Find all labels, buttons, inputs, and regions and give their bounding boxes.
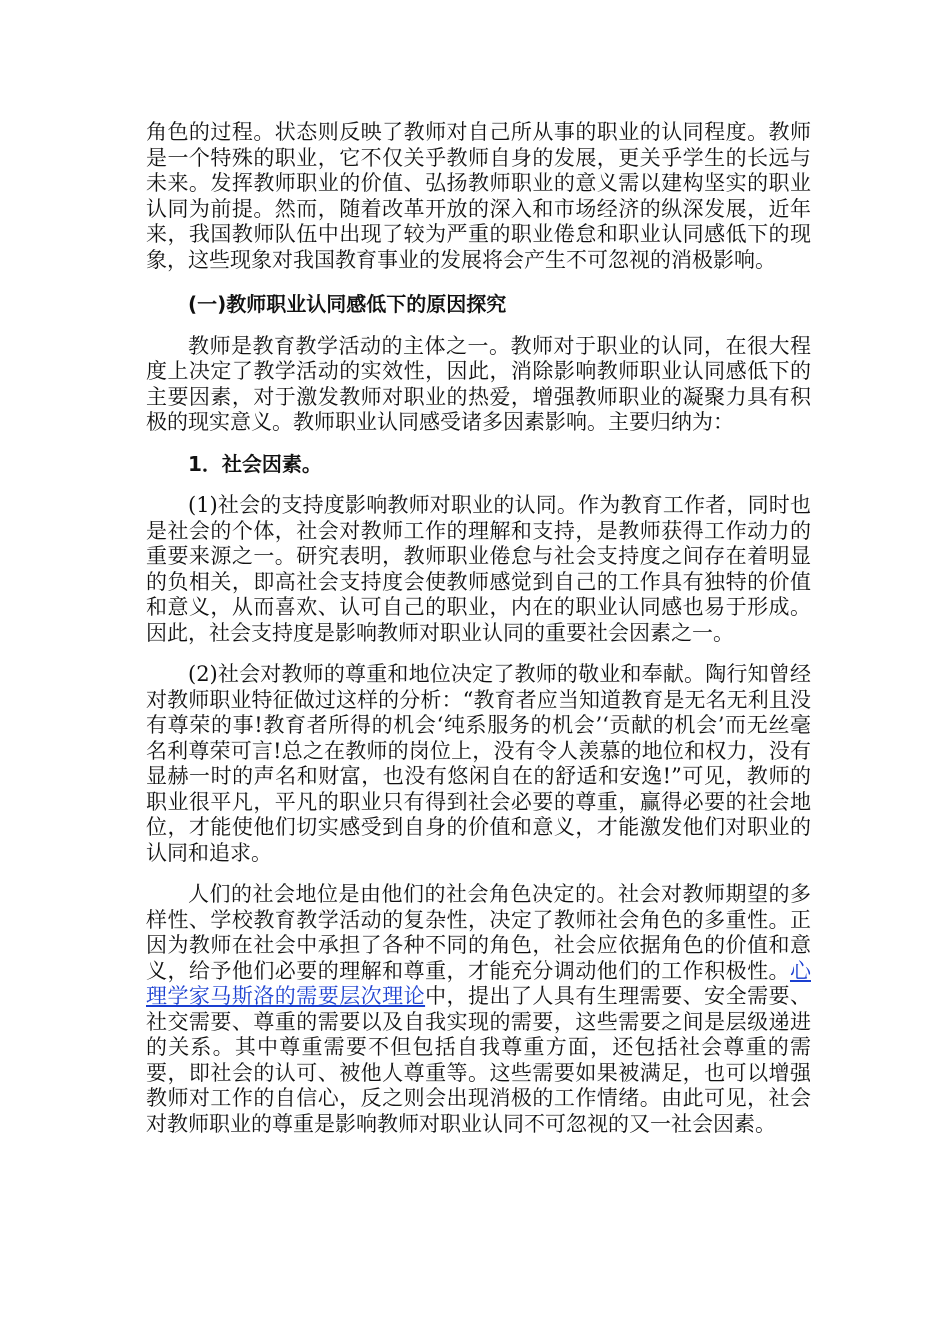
spacer (146, 318, 811, 334)
spacer (146, 273, 811, 292)
paragraph-social-role-text-2: 中，提出了人具有生理需要、安全需要、社交需要、尊重的需要以及自我实现的需要，这些需要之间是层级递进的关系。其中尊重需要不但包括自我尊重方面，还包括社会尊重的需要，即社会的认可、被他人尊重等。这些需要如果被满足，也可以增强教师对工作的自信心，反之则会出现消极的工作情绪。由此可见，社会对教师职业的尊重是影响教师对职业认同不可忽视的又一社会因素。 (146, 984, 812, 1136)
spacer (146, 646, 811, 662)
spacer (146, 866, 811, 882)
spacer (146, 477, 811, 493)
paragraph-social-role-text-1: 人们的社会地位是由他们的社会角色决定的。社会对教师期望的多样性、学校教育教学活动的复杂性，决定了教师社会角色的多重性。正因为教师在社会中承担了各种不同的角色，社会应依据角色的价值和意义，给予他们必要的理解和尊重，才能充分调动他们的工作积极性。 (146, 882, 811, 983)
maslow-theory-link[interactable]: 心理学家马斯洛的需要层次理论 (146, 958, 811, 1008)
document-page (146, 120, 811, 1137)
spacer (146, 436, 811, 452)
paragraph-intro: 角色的过程。状态则反映了教师对自己所从事的职业的认同程度。教师是一个特殊的职业，它不仅关乎教师自身的发展，更关乎学生的长远与未来。发挥教师职业的价值、弘扬教师职业的意义需以建构坚实的职业认同为前提。然而，随着改革开放的深入和市场经济的纵深发展，近年来，我国教师队伍中出现了较为严重的职业倦怠和职业认同感低下的现象，这些现象对我国教育事业的发展将会产生不可忽视的消极影响。 (146, 120, 811, 272)
section-heading-reasons: (一)教师职业认同感低下的原因探究 (188, 292, 507, 316)
subsection-heading-social-factors: 1．社会因素。 (188, 451, 322, 476)
paragraph-social-role (146, 882, 811, 1137)
paragraph-respect-status: (2)社会对教师的尊重和地位决定了教师的敬业和奉献。陶行知曾经对教师职业特征做过这样的分析：“教育者应当知道教育是无名无利且没有尊荣的事!教育者所得的机会‘纯系服务的机会’‘贡献的机会’而无丝毫名利尊荣可言!总之在教师的岗位上，没有令人羡慕的地位和权力，没有显赫一时的声名和财富，也没有悠闲自在的舒适和安逸!”可见，教师的职业很平凡，平凡的职业只有得到社会必要的尊重，赢得必要的社会地位，才能使他们切实感受到自身的价值和意义，才能激发他们对职业的认同和追求。 (146, 662, 811, 865)
paragraph-teacher-identity: 教师是教育教学活动的主体之一。教师对于职业的认同，在很大程度上决定了教学活动的实效性，因此，消除影响教师职业认同感低下的主要因素，对于激发教师对职业的热爱，增强教师职业的凝聚力具有积极的现实意义。教师职业认同感受诸多因素影响。主要归纳为： (146, 333, 811, 434)
paragraph-social-support: (1)社会的支持度影响教师对职业的认同。作为教育工作者，同时也是社会的个体，社会对教师工作的理解和支持，是教师获得工作动力的重要来源之一。研究表明，教师职业倦怠与社会支持度之间存在着明显的负相关，即高社会支持度会使教师感觉到自己的工作具有独特的价值和意义，从而喜欢、认可自己的职业，内在的职业认同感也易于形成。因此，社会支持度是影响教师对职业认同的重要社会因素之一。 (146, 493, 811, 645)
